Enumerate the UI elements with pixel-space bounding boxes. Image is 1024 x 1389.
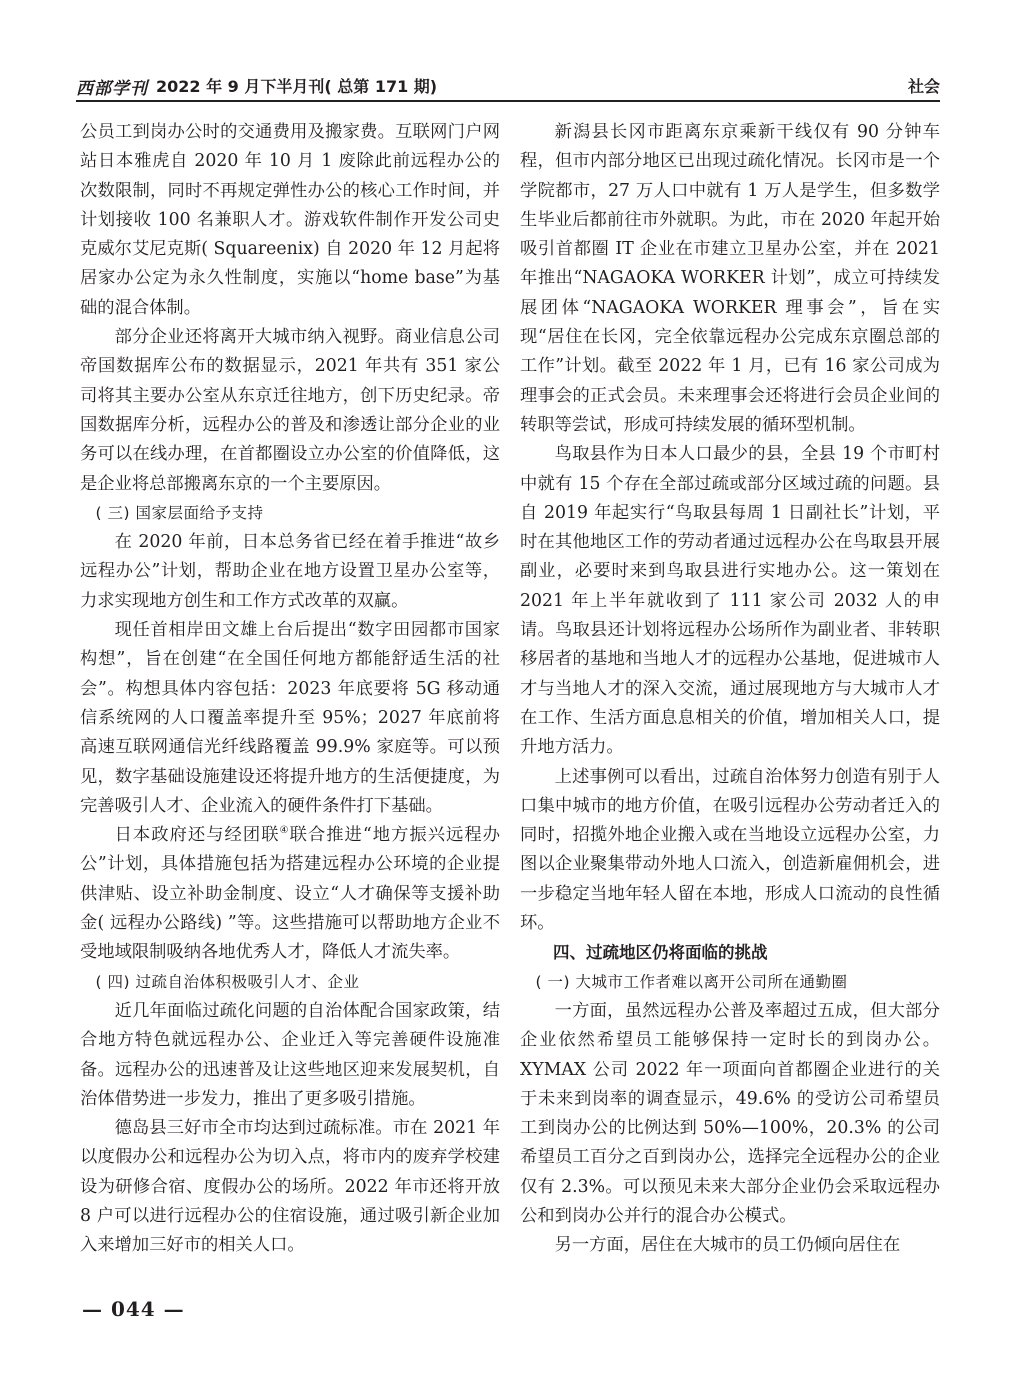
subsection-heading: ( 三) 国家层面给予支持	[95, 503, 264, 522]
footnote-marker[interactable]: ④	[279, 825, 290, 837]
paragraph: 新潟县长冈市距离东京乘新干线仅有 90 分钟车程，但市内部分地区已出现过疏化情况。长冈市是一个学院都市，27 万人口中就有 1 万人是学生，但多数学生毕业后都前往市外就职。为此，市在 2020 年起开始吸引首都圈 IT 企业在市建立卫星办公室，并在 2021 年推出“NAGAOKA WORKER 计划”，成立可持续发展团体“NAGAOKA WORKER 理事会”，旨在实现“居住在长冈，完全依靠远程办公完成东京圈总部的工作”计划。截至 2022 年 1 月，已有 16 家公司成为理事会的正式会员。未来理事会还将进行会员企业间的转职等尝试，形成可持续发展的循环型机制。	[520, 122, 940, 435]
section-heading: 四、过疏地区仍将面临的挑战	[553, 943, 768, 963]
paragraph: 鸟取县作为日本人口最少的县，全县 19 个市町村中就有 15 个存在全部过疏或部分区域过疏的问题。县自 2019 年起实行“鸟取县每周 1 日副社长”计划，平时在其他地区工作的劳动者通过远程办公在鸟取县开展副业，必要时来到鸟取县进行实地办公。这一策划在 2021 年上半年就收到了 111 家公司 2032 人的申请。鸟取县还计划将远程办公场所作为副业者、非转职移居者的基地和当地人才的远程办公基地，促进城市人才与当地人才的深入交流，通过展现地方与大城市人才在工作、生活方面息息相关的价值，增加相关人口，提升地方活力。	[520, 444, 940, 758]
left-column	[80, 118, 500, 1261]
paragraph: 另一方面，居住在大城市的员工仍倾向居住在	[554, 1235, 901, 1256]
paragraph: 部分企业还将离开大城市纳入视野。商业信息公司帝国数据库公布的数据显示，2021 年共有 351 家公司将其主要办公室从东京迁往地方，创下历史纪录。帝国数据库分析，远程办公的普及和渗透让部分企业的业务可以在线办理，在首都圈设立办公室的价值降低，这是企业将总部搬离东京的一个主要原因。	[80, 327, 500, 494]
running-header	[76, 72, 940, 102]
paragraph: 现任首相岸田文雄上台后提出“数字田园都市国家构想”，旨在创建“在全国任何地方都能舒适生活的社会”。构想具体内容包括：2023 年底要将 5G 移动通信系统网的人口覆盖率提升至 95%；2027 年底前将高速互联网通信光纤线路覆盖 99.9% 家庭等。可以预见，数字基础设施建设还将提升地方的生活便捷度，为完善吸引人才、企业流入的硬件条件打下基础。	[80, 620, 500, 816]
paragraph: 德岛县三好市全市均达到过疏标准。市在 2021 年以度假办公和远程办公为切入点，将市内的废弃学校建设为研修合宿、度假办公的场所。2022 年市还将开放 8 户可以进行远程办公的住宿设施，通过吸引新企业加入来增加三好市的相关人口。	[80, 1118, 500, 1256]
subsection-heading: ( 一) 大城市工作者难以离开公司所在通勤圈	[535, 972, 848, 991]
right-column	[520, 118, 940, 1261]
paragraph: 近几年面临过疏化问题的自治体配合国家政策，结合地方特色就远程办公、企业迁入等完善硬件设施准备。远程办公的迅速普及让这些地区迎来发展契机，自治体借势进一步发力，推出了更多吸引措施。	[80, 1000, 500, 1109]
journal-masthead: 西部学刊	[76, 79, 148, 99]
issue-info: 2022 年 9 月下半月刊( 总第 171 期)	[156, 77, 438, 96]
header-rule	[76, 100, 940, 102]
paragraph: 上述事例可以看出，过疏自治体努力创造有别于人口集中城市的地方价值，在吸引远程办公劳动者迁入的同时，招揽外地企业搬入或在当地设立远程办公室，力图以企业聚集带动外地人口流入，创造新雇佣机会，进一步稳定当地年轻人留在本地，形成人口流动的良性循环。	[520, 766, 940, 934]
section-label: 社会	[907, 77, 940, 96]
paragraph-text: 联合推进“地方振兴远程办公”计划，具体措施包括为搭建远程办公环境的企业提供津贴、设立补助金制度、设立“人才确保等支援补助金( 远程办公路线) ”等。这些措施可以帮助地方企业不受地域限制吸纳各地优秀人才，降低人才流失率。	[80, 825, 500, 963]
page-number: — 044 —	[82, 1297, 185, 1321]
paragraph-with-footnote	[80, 821, 500, 967]
paragraph-text: 日本政府还与经团联	[114, 825, 280, 846]
paragraph: 在 2020 年前，日本总务省已经在着手推进“故乡远程办公”计划，帮助企业在地方设置卫星办公室等，力求实现地方创生和工作方式改革的双赢。	[80, 532, 500, 611]
paragraph: 公员工到岗办公时的交通费用及搬家费。互联网门户网站日本雅虎自 2020 年 10 月 1 废除此前远程办公的次数限制，同时不再规定弹性办公的核心工作时间，并计划接收 100 名兼职人才。游戏软件制作开发公司史克威尔艾尼克斯( Squareenix) 自 2020 年 12 月起将居家办公定为永久性制度，实施以“home base”为基础的混合体制。	[80, 122, 500, 318]
paragraph: 一方面，虽然远程办公普及率超过五成，但大部分企业依然希望员工能够保持一定时长的到岗办公。XYMAX 公司 2022 年一项面向首都圈企业进行的关于未来到岗率的调查显示，49.6% 的受访公司希望员工到岗办公的比例达到 50%—100%，20.3% 的公司希望员工百分之百到岗办公，选择完全远程办公的企业仅有 2.3%。可以预见未来大部分企业仍会采取远程办公和到岗办公并行的混合办公模式。	[520, 1000, 940, 1226]
subsection-heading: ( 四) 过疏自治体积极吸引人才、企业	[95, 972, 360, 991]
